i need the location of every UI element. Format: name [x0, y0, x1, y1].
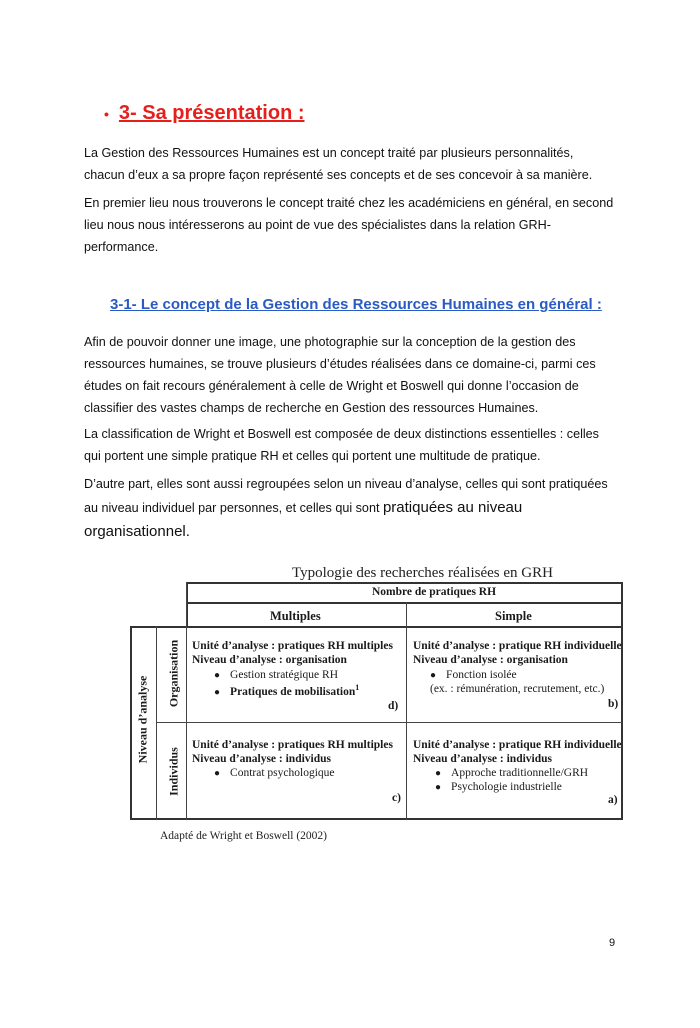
row-axis-divider	[186, 582, 187, 820]
section-heading	[104, 102, 305, 125]
intro-paragraph-2: En premier lieu nous trouverons le concept traité chez les académiciens en général, en second lieu nous nous intéresserons au point de vue des spécialistes dans la relation GRH-performance.	[84, 196, 614, 254]
cell-b-line2: Niveau d’analyse : organisation	[413, 654, 568, 666]
column-simple: Simple	[495, 609, 532, 623]
cell-c-line2: Niveau d’analyse : individus	[192, 753, 331, 765]
cell-c-line1: Unité d’analyse : pratiques RH multiples	[192, 739, 393, 751]
cell-d-bullet-2: ● Pratiques de mobilisation$^1$	[214, 683, 360, 698]
column-multiples: Multiples	[270, 609, 321, 623]
typology-figure	[130, 582, 630, 820]
cell-a-line2: Niveau d’analyse : individus	[413, 753, 552, 765]
header-cols-box	[186, 602, 623, 628]
body-paragraph-1: Afin de pouvoir donner une image, une photographie sur la conception de la gestion des ressources humaines, se trouve plusieurs d’études réalisées dans ce domaine-ci, parmi ces études on fait recours généralement à celle de Wright et Boswell qui donne l’occasion de classifier des vastes champs de recherche en Gestion des ressources Humaines.	[84, 335, 596, 415]
subsection-heading: 3-1- Le concept de la Gestion des Ressources Humaines en général :	[110, 296, 602, 313]
row-divider	[156, 722, 623, 723]
cell-c-bullet-1: ● Contrat psychologique	[214, 767, 335, 779]
cell-d-tag: d)	[388, 700, 399, 712]
cell-b-extra: (ex. : rémunération, recrutement, etc.)	[430, 683, 605, 695]
cell-b-line1: Unité d’analyse : pratique RH individuelle	[413, 640, 622, 652]
column-divider	[406, 602, 407, 820]
cell-a-line1: Unité d’analyse : pratique RH individuelle	[413, 739, 622, 751]
axis-inner-divider	[156, 626, 157, 820]
body-paragraph-3-part1: D’autre part, elles sont aussi regroupées selon un niveau d’analyse, celles qui sont pratiquées au niveau individuel par personnes, et celles qui sont	[84, 477, 608, 515]
body-paragraph-2: La classification de Wright et Boswell est composée de deux distinctions essentielles : celles qui portent une simple pratique RH et celles qui portent une multitude de pratique.	[84, 427, 599, 463]
cell-d-line2: Niveau d’analyse : organisation	[192, 654, 347, 666]
cell-b-bullet-1: ● Fonction isolée	[430, 669, 517, 681]
cell-b-tag: b)	[608, 698, 619, 710]
figure-caption: Adapté de Wright et Boswell (2002)	[160, 830, 327, 842]
row-individus-label: Individus	[166, 747, 181, 796]
row-axis-label: Niveau d’analyse	[135, 675, 150, 764]
body-paragraph-3	[84, 473, 614, 544]
header-top: Nombre de pratiques RH	[372, 586, 497, 598]
body-paragraph-3-part2: pratiquées au niveau organisationnel.	[84, 499, 523, 540]
intro-paragraph-1: La Gestion des Ressources Humaines est un concept traité par plusieurs personnalités, chacun d’eux a sa propre façon représenté ses concepts et de ses concevoir à sa manière.	[84, 146, 593, 182]
page-number: 9	[609, 937, 616, 949]
cell-a-bullet-1: ● Approche traditionnelle/GRH	[435, 767, 589, 779]
row-organisation-label: Organisation	[166, 639, 181, 708]
cell-a-tag: a)	[608, 794, 618, 806]
cell-c-tag: c)	[392, 792, 401, 804]
cell-d-bullet-1: ● Gestion stratégique RH	[214, 669, 338, 681]
cell-d-line1: Unité d’analyse : pratiques RH multiples	[192, 640, 393, 652]
section-heading-text: 3- Sa présentation :	[118, 102, 305, 124]
figure-title: Typologie des recherches réalisées en GRH	[292, 565, 553, 581]
cell-a-bullet-2: ● Psychologie industrielle	[435, 781, 562, 793]
bullet-icon: •	[104, 105, 109, 122]
